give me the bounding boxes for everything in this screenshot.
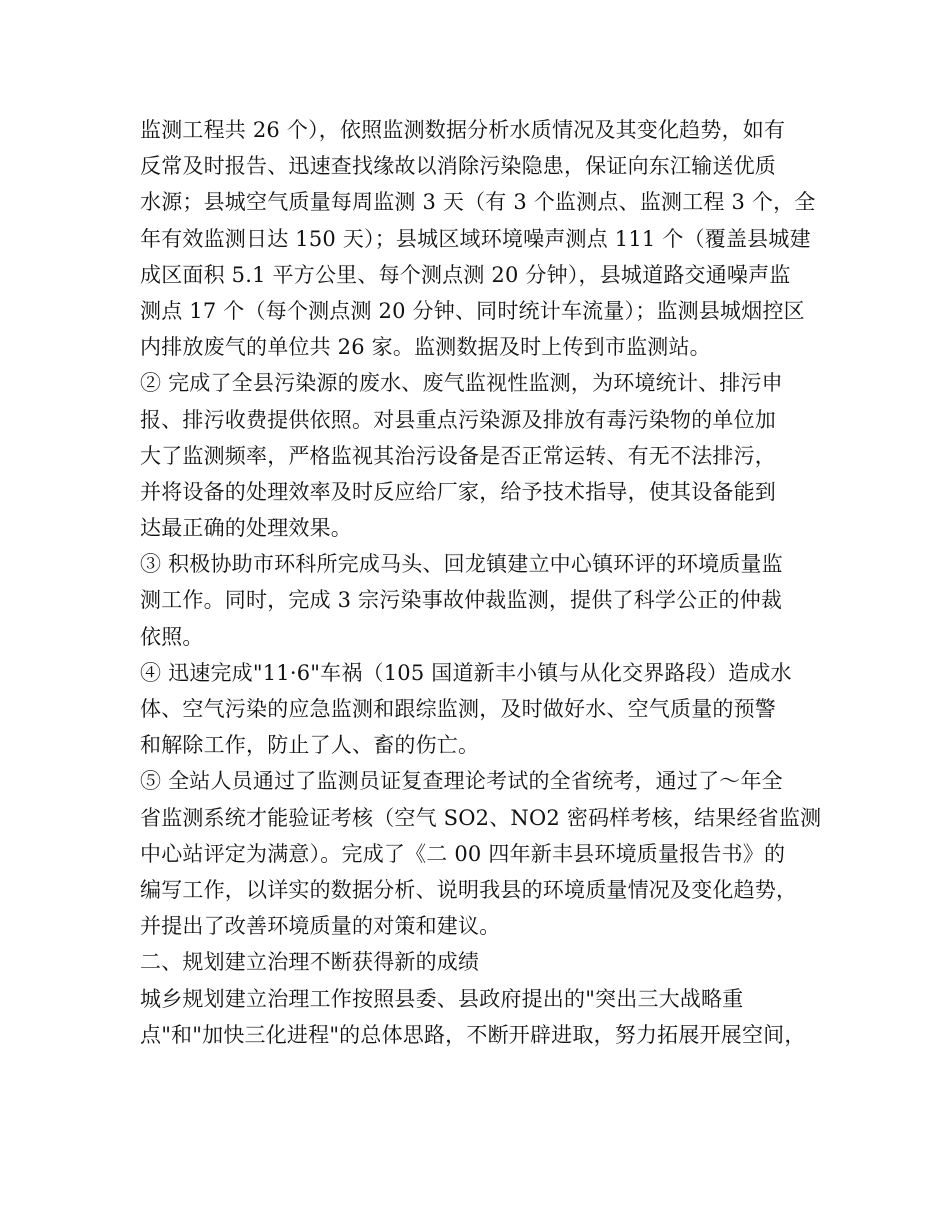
text-line: 反常及时报告、迅速查找缘故以消除污染隐患，保证向东江输送优质 [140,154,776,179]
text-line: 并将设备的处理效率及时反应给厂家，给予技术指导，使其设备能到 [140,479,776,504]
text-line: ② 完成了全县污染源的废水、废气监视性监测，为环境统计、排污申 [140,371,783,396]
text-line: ④ 迅速完成"11·6"车祸（105 国道新丰小镇与从化交界路段）造成水 [140,660,792,685]
text-line: 大了监测频率，严格监视其治污设备是否正常运转、有无不法排污， [140,443,776,468]
text-line: 省监测系统才能验证考核（空气 SO2、NO2 密码样考核，结果经省监测 [140,805,822,830]
text-line: 和解除工作，防止了人、畜的伤亡。 [140,733,480,758]
text-line: 年有效监测日达 150 天）；县城区域环境噪声测点 111 个（覆盖县城建 [140,226,811,251]
text-line: 测工作。同时，完成 3 宗污染事故仲裁监测，提供了科学公正的仲裁 [140,588,783,613]
text-line: 点"和"加快三化进程"的总体思路，不断开辟进取，努力拓展开展空间， [140,1022,806,1047]
body-text [140,112,840,1053]
text-line: ⑤ 全站人员通过了监测员证复查理论考试的全省统考，通过了～年全 [140,769,783,794]
text-line: 依照。 [140,624,204,649]
text-line: 内排放废气的单位共 26 家。监测数据及时上传到市监测站。 [140,335,711,360]
text-line: 并提出了改善环境质量的对策和建议。 [140,914,501,939]
text-line: 测点 17 个（每个测点测 20 分钟、同时统计车流量）；监测县城烟控区 [140,298,805,323]
text-line: 城乡规划建立治理工作按照县委、县政府提出的"突出三大战略重 [140,986,744,1011]
text-line: 中心站评定为满意）。完成了《二 00 四年新丰县环境质量报告书》的 [140,841,786,866]
text-line: 报、排污收费提供依照。对县重点污染源及排放有毒污染物的单位加 [140,407,776,432]
text-line: ③ 积极协助市环科所完成马头、回龙镇建立中心镇环评的环境质量监 [140,552,783,577]
text-line: 水源；县城空气质量每周监测 3 天（有 3 个监测点、监测工程 3 个，全 [140,190,816,215]
text-line: 成区面积 5.1 平方公里、每个测点测 20 分钟），县城道路交通噪声监 [140,262,791,287]
text-line: 达最正确的处理效果。 [140,516,352,541]
text-line: 体、空气污染的应急监测和跟综监测，及时做好水、空气质量的预警 [140,697,776,721]
text-line: 编写工作，以详实的数据分析、说明我县的环境质量情况及变化趋势， [140,877,798,902]
text-line: 监测工程共 26 个），依照监测数据分析水质情况及其变化趋势，如有 [140,118,786,142]
section-heading: 二、规划建立治理不断获得新的成绩 [140,950,480,975]
